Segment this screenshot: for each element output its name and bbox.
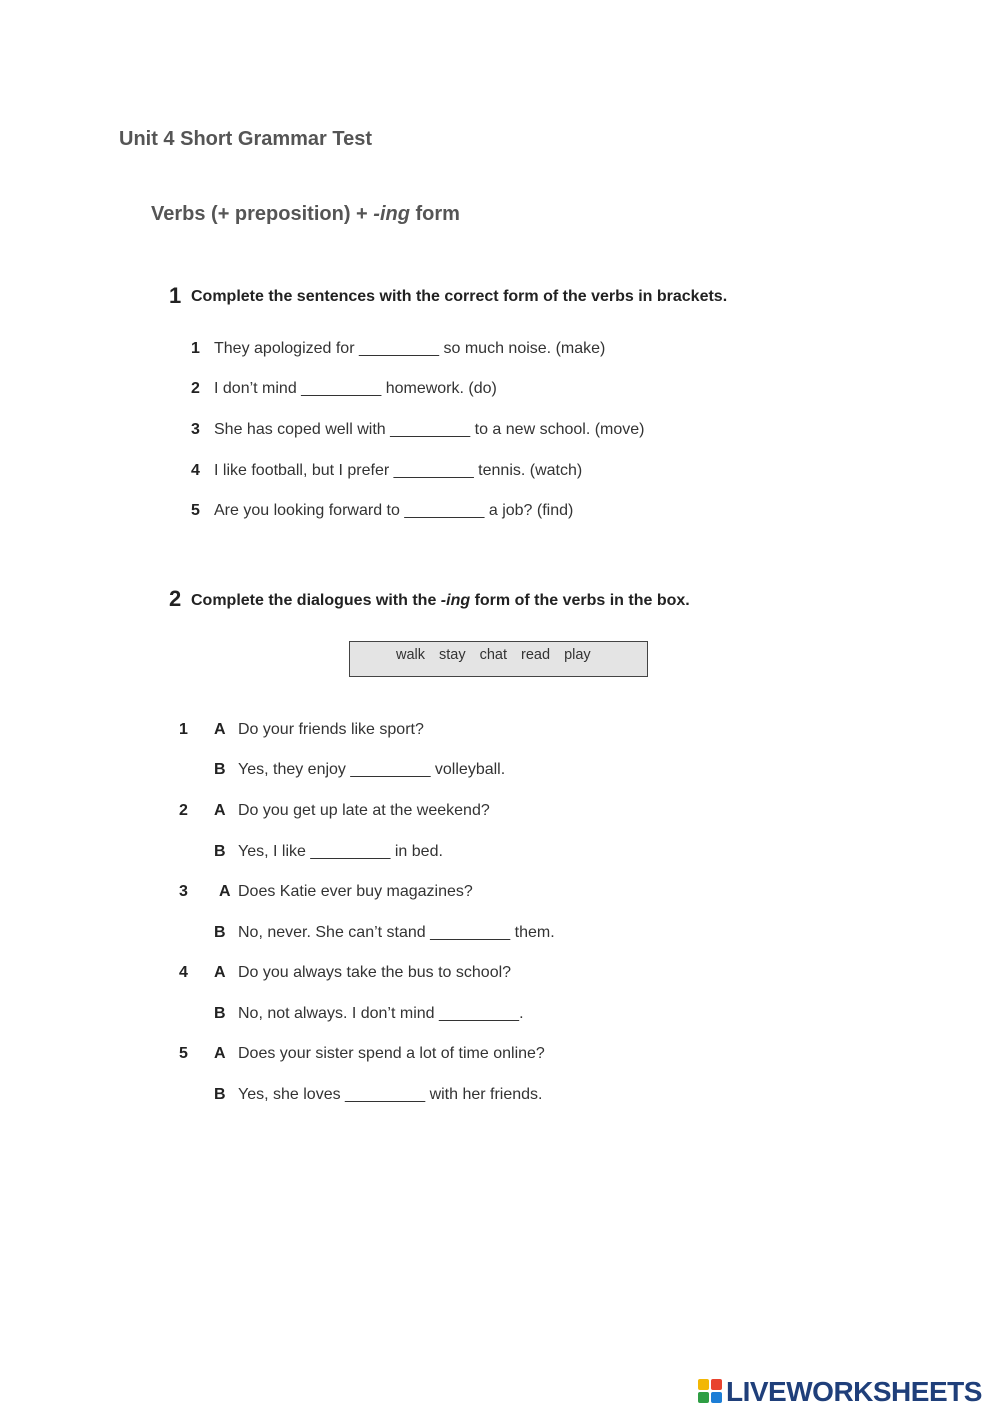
speaker-a-line: Does your sister spend a lot of time online? [238, 1045, 545, 1062]
speaker-b-line: Yes, she loves _________ with her friends. [238, 1086, 543, 1103]
page-title: Unit 4 Short Grammar Test [119, 128, 373, 150]
speaker-b-label: B [214, 761, 226, 778]
speaker-b-line: Yes, I like _________ in bed. [238, 843, 443, 860]
exercise-2-instruction [191, 592, 690, 610]
speaker-a-line: Do your friends like sport? [238, 721, 424, 738]
item-sentence: She has coped well with _________ to a new school. (move) [214, 421, 645, 438]
word-box-word: stay [439, 647, 466, 663]
section-subtitle [151, 203, 460, 226]
speaker-a-line: Do you get up late at the weekend? [238, 802, 490, 819]
speaker-a-label: A [214, 802, 226, 819]
exercise-1-instruction: Complete the sentences with the correct form of the verbs in brackets. [191, 288, 728, 305]
dialogue-number: 4 [179, 964, 188, 981]
item-number: 2 [191, 380, 200, 397]
speaker-b-label: B [214, 924, 226, 941]
speaker-a-line: Do you always take the bus to school? [238, 964, 512, 981]
liveworksheets-brand-text: LIVEWORKSHEETS [726, 1376, 982, 1407]
speaker-b-label: B [214, 843, 226, 860]
instruction-italic: -ing [440, 592, 471, 609]
word-box-word: chat [479, 647, 508, 663]
speaker-a-label: A [214, 721, 226, 738]
speaker-b-line: Yes, they enjoy _________ volleyball. [238, 761, 506, 778]
exercise-1-number: 1 [169, 283, 182, 308]
dialogue-number: 2 [179, 802, 188, 819]
dialogue-number: 5 [179, 1045, 188, 1062]
dialogue-number: 3 [179, 883, 188, 900]
item-number: 1 [191, 340, 200, 357]
item-sentence: I like football, but I prefer _________ tennis. (watch) [214, 462, 583, 479]
item-sentence: Are you looking forward to _________ a job? (find) [214, 502, 574, 519]
logo-square [698, 1392, 709, 1403]
speaker-a-line: Does Katie ever buy magazines? [238, 883, 473, 900]
item-sentence: They apologized for _________ so much noise. (make) [214, 340, 606, 357]
speaker-b-line: No, not always. I don’t mind _________. [238, 1005, 524, 1022]
subtitle-italic: -ing [373, 203, 410, 225]
word-box-word: read [521, 647, 551, 663]
instruction-text: Complete the dialogues with the [191, 592, 441, 609]
speaker-a-label: A [214, 964, 226, 981]
subtitle-tail: form [409, 203, 460, 225]
speaker-b-label: B [214, 1086, 226, 1103]
speaker-a-label: A [219, 883, 231, 900]
speaker-a-label: A [214, 1045, 226, 1062]
item-number: 5 [191, 502, 200, 519]
logo-square [711, 1379, 722, 1390]
word-box-word: play [564, 647, 591, 663]
speaker-b-label: B [214, 1005, 226, 1022]
item-number: 3 [191, 421, 200, 438]
logo-square [698, 1379, 709, 1390]
item-sentence: I don’t mind _________ homework. (do) [214, 380, 497, 397]
exercise-2-number: 2 [169, 586, 182, 611]
liveworksheets-mark-icon [698, 1379, 722, 1403]
dialogue-number: 1 [179, 721, 188, 738]
logo-square [711, 1392, 722, 1403]
word-box-word: walk [396, 647, 426, 663]
speaker-b-line: No, never. She can’t stand _________ them. [238, 924, 555, 941]
word-box [349, 641, 648, 677]
subtitle-text: Verbs (+ preposition) + [151, 203, 374, 225]
item-number: 4 [191, 462, 200, 479]
instruction-tail: form of the verbs in the box. [470, 592, 690, 609]
